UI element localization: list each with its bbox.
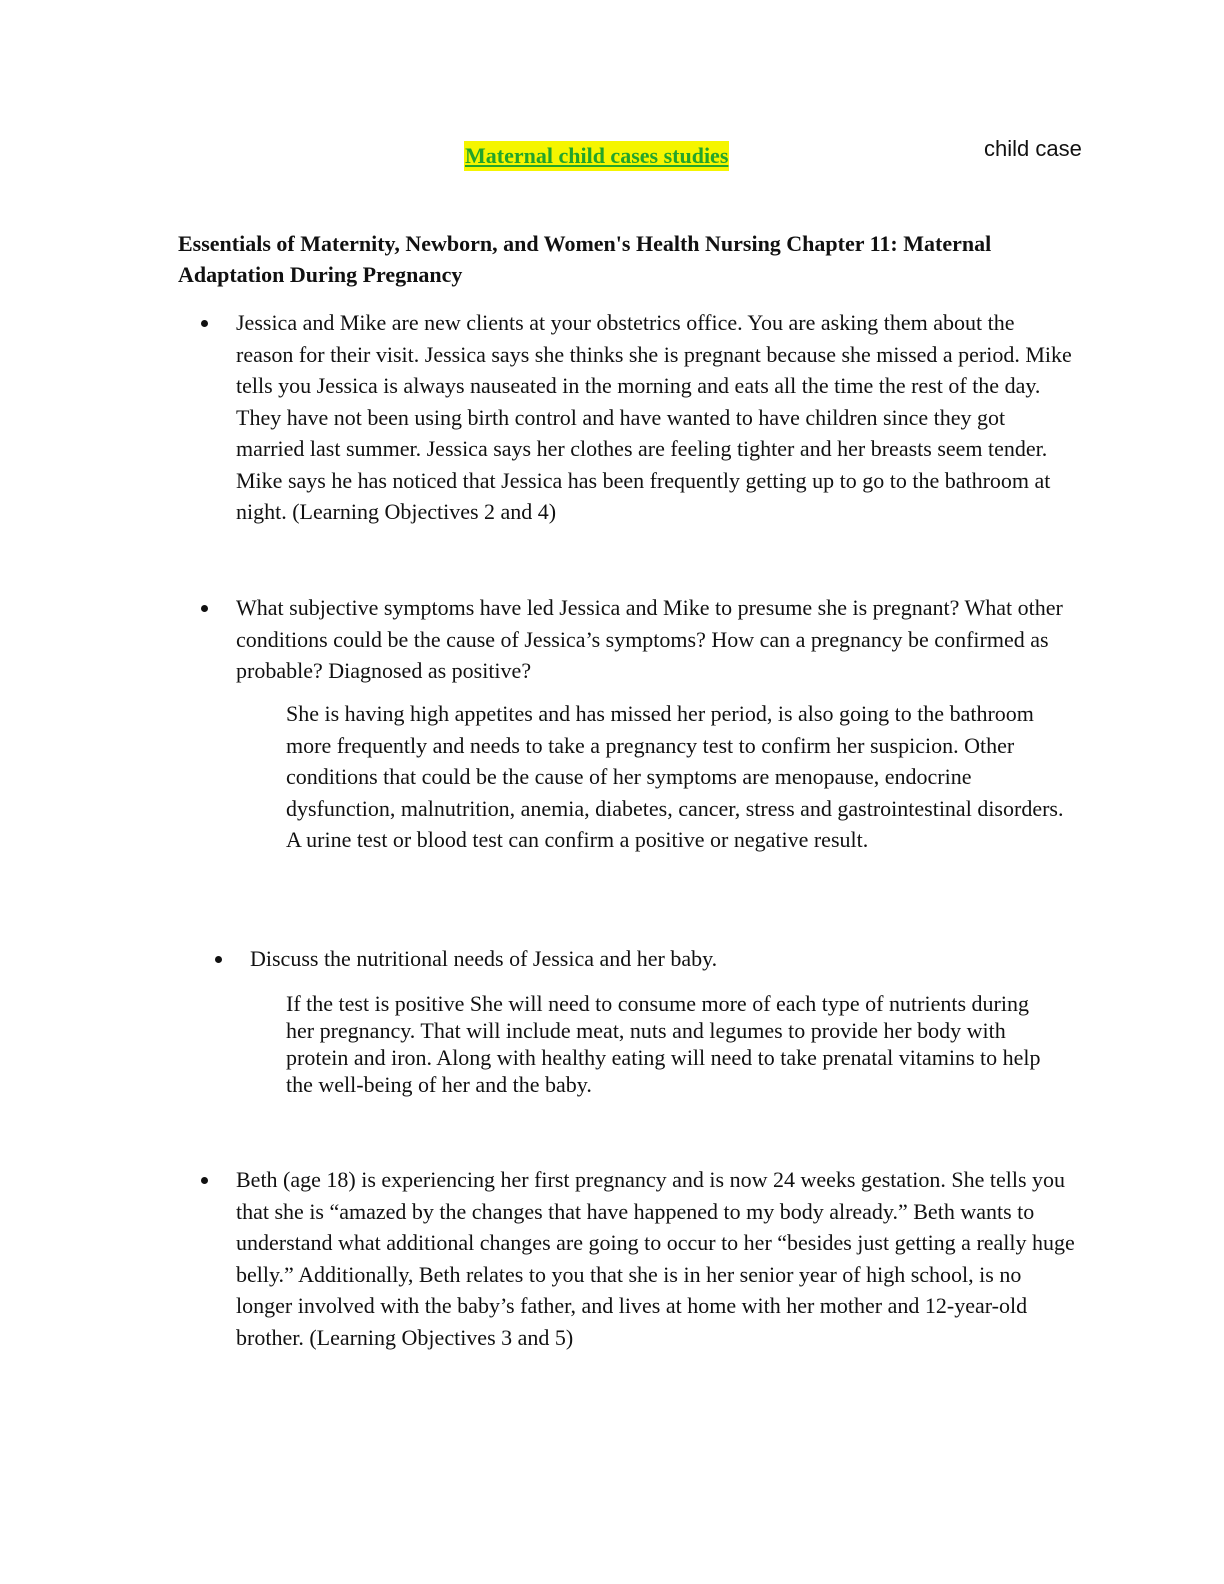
- case-description-beth: [236, 1164, 1076, 1353]
- bullet-icon: [201, 320, 208, 327]
- chapter-heading: Essentials of Maternity, Newborn, and Women's Health Nursing Chapter 11: Maternal Adaptation During Pregnancy: [178, 231, 992, 287]
- answer-nutrition: If the test is positive She will need to consume more of each type of nutrients during her pregnancy. That will include meat, nuts and legumes to provide her body with protein and iron. Along with healthy eating will need to take prenatal vitamins to help the well-being of her and the baby.: [286, 991, 1041, 1097]
- bullet-icon: [201, 605, 208, 612]
- document-title: Maternal child cases studies: [464, 141, 729, 171]
- bullet-icon: [201, 1177, 208, 1184]
- bullet-icon: [215, 956, 222, 963]
- case-description-jessica: [236, 307, 1076, 528]
- list-item-text: Discuss the nutritional needs of Jessica and her baby.: [250, 946, 718, 971]
- answer-symptoms: She is having high appetites and has missed her period, is also going to the bathroom more frequently and needs to take a pregnancy test to confirm her suspicion. Other conditions that could be the cause of her symptoms are menopause, endocrine dysfunction, malnutrition, anemia, diabetes, cancer, stress and gastrointestinal disorders. A urine test or blood test can confirm a positive or negative result.: [286, 701, 1064, 852]
- header-tag: child case: [984, 136, 1082, 161]
- list-item-text: Beth (age 18) is experiencing her first pregnancy and is now 24 weeks gestation. She tells you that she is “amazed by the changes that have happened to my body already.” Beth wants to understand what additional changes are going to occur to her “besides just getting a really huge belly.” Additionally, Beth relates to you that she is in her senior year of high school, is no longer involved with the baby’s father, and lives at home with her mother and 12-year-old brother. (Learning Objectives 3 and 5): [236, 1167, 1075, 1350]
- list-item-text: Jessica and Mike are new clients at your obstetrics office. You are asking them about the reason for their visit. Jessica says she thinks she is pregnant because she missed a period. Mike tells you Jessica is always nauseated in the morning and eats all the time the rest of the day. They have not been using birth control and have wanted to have children since they got married last summer. Jessica says her clothes are feeling tighter and her breasts seem tender. Mike says he has noticed that Jessica has been frequently getting up to go to the bathroom at night. (Learning Objectives 2 and 4): [236, 310, 1072, 524]
- question-subjective-symptoms: [236, 592, 1076, 687]
- question-nutritional-needs: [250, 943, 950, 975]
- list-item-text: What subjective symptoms have led Jessica and Mike to presume she is pregnant? What other conditions could be the cause of Jessica’s symptoms? How can a pregnancy be confirmed as probable? Diagnosed as positive?: [236, 595, 1063, 683]
